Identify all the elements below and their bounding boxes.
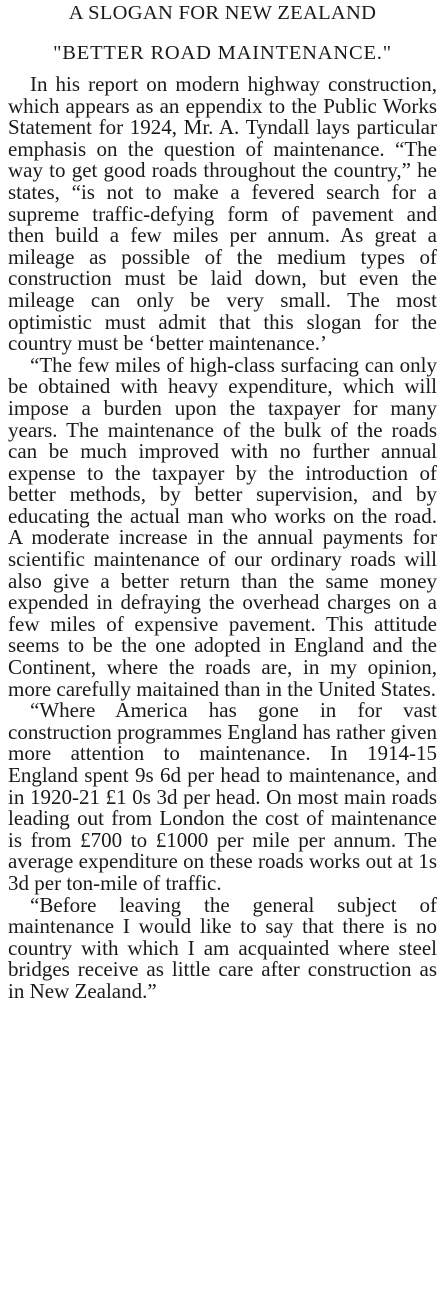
article-body <box>8 74 437 1003</box>
article-paragraph-4: “Before leaving the general subject of maintenance I would like to say that there is no country with which I am acquainted where steel bridges receive as little care after construction as in New Zealand.” <box>8 892 437 1003</box>
article-paragraph-1: In his report on modern highway construction, which appears as an eppendix to the Public Works Statement for 1924, Mr. A. Tyndall lays particular emphasis on the question of maintenance. “The way to get good roads throughout the country,” he states, “is not to make a fevered search for a supreme traffic-defying form of pavement and then build a few miles per annum. As great a mileage as possible of the medium types of construction must be laid down, but even the mileage can only be very small. The most optimistic must admit that this slogan for the country must be ‘better maintenance.’ <box>8 72 437 356</box>
article-paragraph-2: “The few miles of high-class surfacing can only be obtained with heavy expenditure, which will impose a burden upon the taxpayer for many years. The maintenance of the bulk of the roads can be much improved with no further annual expense to the taxpayer by the introduction of better methods, by better supervision, and by educating the actual man who works on the road. A moderate increase in the annual payments for scientific maintenance of our ordinary roads will also give a better return than the same money expended in defraying the overhead charges on a few miles of expensive pavement. This attitude seems to be the one adopted in England and the Continent, where the roads are, in my opinion, more carefully maitained than in the United States. <box>8 352 437 701</box>
article-paragraph-3: “Where America has gone in for vast construction programmes England has rather given more attention to maintenance. In 1914-15 England spent 9s 6d per head to maintenance, and in 1920-21 £1 0s 3d per head. On most main roads leading out from London the cost of maintenance is from £700 to £1000 per mile per annum. The average expenditure on these roads works out at 1s 3d per ton-mile of traffic. <box>8 698 437 895</box>
article-subtitle: "BETTER ROAD MAINTENANCE." <box>53 42 392 64</box>
article-title: A SLOGAN FOR NEW ZEALAND <box>68 2 377 24</box>
